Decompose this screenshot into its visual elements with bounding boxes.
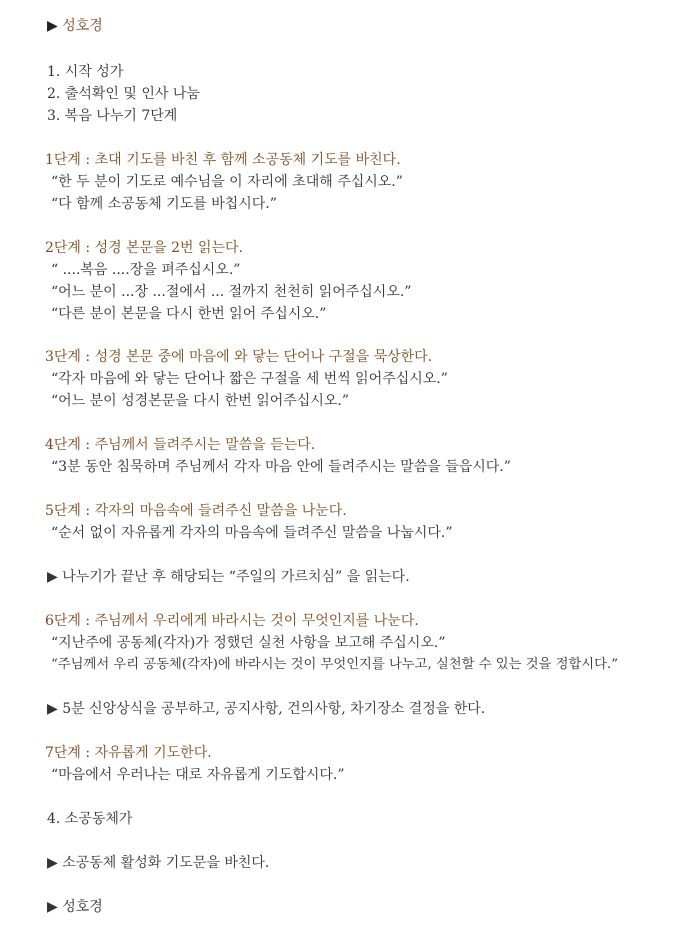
order-item-2: 2. 출석확인 및 인사 나눔 — [47, 86, 200, 102]
step-1-quote: “한 두 분이 기도로 예수님을 이 자리에 초대해 주십시오.” — [51, 174, 403, 190]
step-4-quote: “3분 동안 침묵하며 주님께서 각자 마음 안에 들려주시는 말씀을 들읍시다.” — [51, 459, 511, 475]
heading-line — [47, 16, 103, 36]
step-1-title: 1단계 : 초대 기도를 바친 후 함께 소공동체 기도를 바친다. — [45, 152, 401, 168]
step-5-title: 5단계 : 각자의 마음속에 들려주신 말씀을 나눈다. — [45, 503, 347, 519]
closing-sign-of-cross: ▶ 성호경 — [47, 899, 103, 915]
step-4-title: 4단계 : 주님께서 들려주시는 말씀을 듣는다. — [45, 437, 316, 453]
note-closing-prayer: ▶ 소공동체 활성화 기도문을 바친다. — [47, 855, 270, 871]
step-3-title: 3단계 : 성경 본문 중에 마음에 와 닿는 단어나 구절을 묵상한다. — [45, 349, 433, 365]
step-6-title: 6단계 : 주님께서 우리에게 바라시는 것이 무엇인지를 나눈다. — [45, 613, 419, 629]
step-3-quote: “어느 분이 성경본문을 다시 한번 읽어주십시오.” — [51, 393, 349, 409]
step-2-quote: “다른 분이 본문을 다시 한번 읽어 주십시오.” — [51, 306, 327, 322]
order-item-3: 3. 복음 나누기 7단계 — [47, 108, 178, 124]
step-6-quote: “지난주에 공동체(각자)가 정했던 실천 사항을 보고해 주십시오.” — [51, 635, 446, 651]
step-7-quote: “마음에서 우러나는 대로 자유롭게 기도합시다.” — [51, 767, 345, 783]
note-reading: ▶ 나누기가 끝난 후 해당되는 “주일의 가르치심” 을 읽는다. — [47, 569, 410, 585]
step-3-quote: “각자 마음에 와 닿는 단어나 짧은 구절을 세 번씩 읽어주십시오.” — [51, 371, 448, 387]
step-7-title: 7단계 : 자유롭게 기도한다. — [45, 745, 212, 761]
step-1-quote: “다 함께 소공동체 기도를 바칩시다.” — [51, 196, 277, 212]
order-item-4: 4. 소공동체가 — [47, 811, 133, 827]
step-2-title: 2단계 : 성경 본문을 2번 읽는다. — [45, 240, 243, 256]
step-2-quote: “ ....복음 ....장을 펴주십시오.” — [51, 262, 241, 278]
triangle-marker-icon: ▶ — [47, 18, 58, 34]
step-2-quote: “어느 분이 ...장 ...절에서 ... 절까지 천천히 읽어주십시오.” — [51, 284, 412, 300]
step-5-quote: “순서 없이 자유롭게 각자의 마음속에 들려주신 말씀을 나눕시다.” — [51, 525, 453, 541]
order-item-1: 1. 시작 성가 — [47, 64, 124, 80]
note-study: ▶ 5분 신앙상식을 공부하고, 공지사항, 건의사항, 차기장소 결정을 한다. — [47, 701, 486, 717]
step-6-quote: “주님께서 우리 공동체(각자)에 바라시는 것이 무엇인지를 나누고, 실천할 수 있는 것을 정합시다.” — [51, 657, 619, 672]
page-heading: 성호경 — [62, 18, 103, 34]
